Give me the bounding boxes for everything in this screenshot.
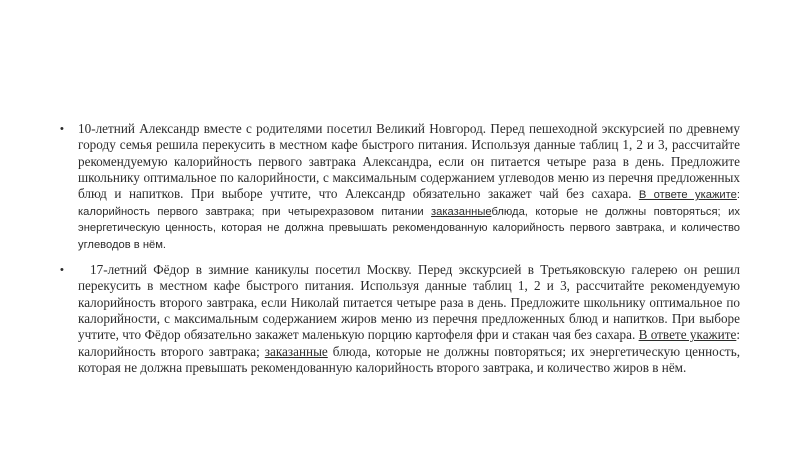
task-item-2 [58,262,740,376]
task-2-answer-rest: блюда, которые не должны повторяться; их энергетическую ценность, которая не должна превышать рекомендованную калорийность второго завтрака, и количество жиров в нём. [78,343,741,375]
task-1-ordered-word: заказанные [431,205,492,218]
task-1-answer-label: В ответе укажите [638,189,737,202]
task-2-answer-label: В ответе укажите [638,327,737,343]
task-1-answer-rest: блюда, которые не должны повторяться; их энергетическую ценность, которая не должна превышать рекомендованную калорийность первого завтрака, и количество углеводов в нём. [78,205,740,251]
task-1-text: 10-летний Александр вместе с родителями посетил Великий Новгород. Перед пешеходной экскурсией по древнему городу семья решила перекусить в местном кафе быстрого питания. Используя данные таблиц 1, 2 и 3, рассчитайте рекомендуемую калорийность первого завтрака Александра, если он питается четыре раза в день. Предложите школьнику оптимальное по калорийности, с максимальным содержанием углеводов меню из перечня предложенных блюд и напитков. При выборе учтите, что Александр обязательно закажет чай без сахара. [78,121,740,202]
task-2-answer-text: : калорийность второго завтрака; [78,327,741,359]
task-1-answer-text: : калорийность первого завтрака; при четырехразовом питании [78,189,741,218]
task-2-text: 17-летний Фёдор в зимние каникулы посетил Москву. Перед экскурсией в Третьяковскую галерею он решил перекусить в местном кафе быстрого питания. Используя данные таблиц 1, 2 и 3, рассчитайте рекомендуемую калорийность второго завтрака, если Николай питается четыре раза в день. Предложите школьнику оптимальное по калорийности, с максимальным содержанием жиров меню из перечня предложенных блюд и напитков. При выборе учтите, что Фёдор обязательно закажет маленькую порцию картофеля фри и стакан чая без сахара. [78,262,740,343]
task-item-1 [58,121,740,252]
bullet-icon: • [60,264,64,277]
bullet-icon: • [60,123,64,135]
task-list [58,121,740,376]
task-2-ordered-word: заказанные [264,343,328,359]
